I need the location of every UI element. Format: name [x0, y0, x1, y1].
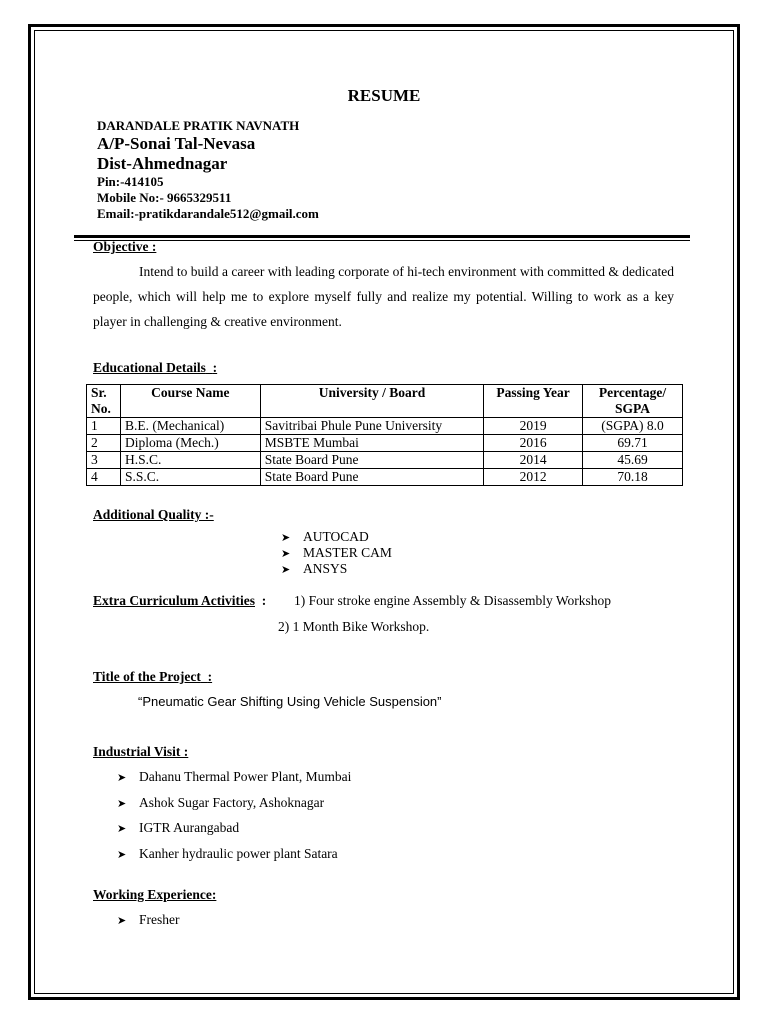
cell-course: Diploma (Mech.): [120, 435, 260, 452]
cell-course: H.S.C.: [120, 452, 260, 469]
list-item: ➤ MASTER CAM: [281, 545, 392, 560]
arrowhead-bullet-icon: ➤: [117, 772, 127, 784]
objective-heading: [93, 239, 156, 255]
arrowhead-bullet-icon: ➤: [117, 798, 127, 810]
arrowhead-bullet-icon: ➤: [281, 532, 291, 544]
cell-university: MSBTE Mumbai: [260, 435, 483, 452]
column-header-year: Passing Year: [484, 385, 583, 418]
education-table-header: [87, 385, 683, 418]
extra-activity-2: 2) 1 Month Bike Workshop.: [278, 619, 430, 634]
list-item: ➤ ANSYS: [281, 561, 348, 576]
extra-curriculum-heading: Extra Curriculum Activities :: [93, 593, 267, 608]
arrowhead-bullet-icon: ➤: [117, 849, 127, 861]
cell-university: State Board Pune: [260, 452, 483, 469]
project-heading-text: Title of the Project: [93, 669, 201, 684]
table-row: [87, 469, 683, 486]
objective-heading-text: Objective :: [93, 239, 157, 254]
education-heading-text: Educational Details: [93, 360, 206, 375]
project-title: “Pneumatic Gear Shifting Using Vehicle Suspension”: [138, 694, 442, 709]
cell-course: S.S.C.: [120, 469, 260, 486]
arrowhead-bullet-icon: ➤: [281, 548, 291, 560]
table-row: [87, 452, 683, 469]
list-item: ➤ IGTR Aurangabad: [117, 820, 240, 835]
header-divider-thin: [74, 240, 690, 241]
arrowhead-bullet-icon: ➤: [281, 564, 291, 576]
cell-percentage: (SGPA) 8.0: [583, 418, 683, 435]
cell-year: 2012: [484, 469, 583, 486]
cell-sr-no: 2: [87, 435, 121, 452]
column-header-university: University / Board: [260, 385, 483, 418]
table-row: [87, 435, 683, 452]
mobile-number: Mobile No:- 9665329511: [97, 190, 232, 205]
cell-percentage: 69.71: [583, 435, 683, 452]
arrowhead-bullet-icon: ➤: [117, 823, 127, 835]
cell-year: 2014: [484, 452, 583, 469]
industrial-visit-heading-text: Industrial Visit :: [93, 744, 189, 759]
extra-curriculum-heading-text: Extra Curriculum Activities: [93, 593, 255, 608]
candidate-name: DARANDALE PRATIK NAVNATH: [97, 118, 300, 133]
objective-text: Intend to build a career with leading corporate of hi-tech environment with committed & dedicated people, which will help me to explore myself fully and realize my potential. Willing to work as a key player in challenging & creative environment.: [93, 264, 674, 329]
list-item: ➤ Fresher: [117, 912, 180, 927]
cell-percentage: 70.18: [583, 469, 683, 486]
pin-code: Pin:-414105: [97, 174, 164, 189]
cell-year: 2016: [484, 435, 583, 452]
extra-activity-1: 1) Four stroke engine Assembly & Disassembly Workshop: [294, 593, 612, 608]
arrowhead-bullet-icon: ➤: [117, 915, 127, 927]
cell-sr-no: 1: [87, 418, 121, 435]
cell-university: Savitribai Phule Pune University: [260, 418, 483, 435]
column-header-percentage: Percentage/ SGPA: [583, 385, 683, 418]
email-address: Email:-pratikdarandale512@gmail.com: [97, 206, 319, 221]
list-item: ➤ Ashok Sugar Factory, Ashoknagar: [117, 795, 325, 810]
cell-sr-no: 4: [87, 469, 121, 486]
address-line-2: Dist-Ahmednagar: [97, 154, 228, 173]
list-item: ➤ Kanher hydraulic power plant Satara: [117, 846, 338, 861]
resume-title: RESUME: [347, 86, 421, 105]
cell-sr-no: 3: [87, 452, 121, 469]
cell-percentage: 45.69: [583, 452, 683, 469]
cell-university: State Board Pune: [260, 469, 483, 486]
cell-year: 2019: [484, 418, 583, 435]
column-header-course: Course Name: [120, 385, 260, 418]
list-item: ➤ Dahanu Thermal Power Plant, Mumbai: [117, 769, 352, 784]
list-item: ➤ AUTOCAD: [281, 529, 369, 544]
header-divider-thick: [74, 235, 690, 238]
education-table: [86, 384, 683, 486]
objective-paragraph: [93, 259, 674, 334]
additional-quality-heading-text: Additional Quality :-: [93, 507, 214, 522]
column-header-sr-no: Sr. No.: [87, 385, 121, 418]
table-row: [87, 418, 683, 435]
industrial-visit-heading: [93, 744, 188, 760]
project-heading: Title of the Project :: [93, 669, 213, 684]
address-line-1: A/P-Sonai Tal-Nevasa: [97, 134, 256, 153]
working-experience-heading: [93, 887, 216, 903]
education-heading: Educational Details :: [93, 360, 218, 375]
cell-course: B.E. (Mechanical): [120, 418, 260, 435]
additional-quality-heading: [93, 507, 214, 523]
working-experience-heading-text: Working Experience:: [93, 887, 217, 902]
